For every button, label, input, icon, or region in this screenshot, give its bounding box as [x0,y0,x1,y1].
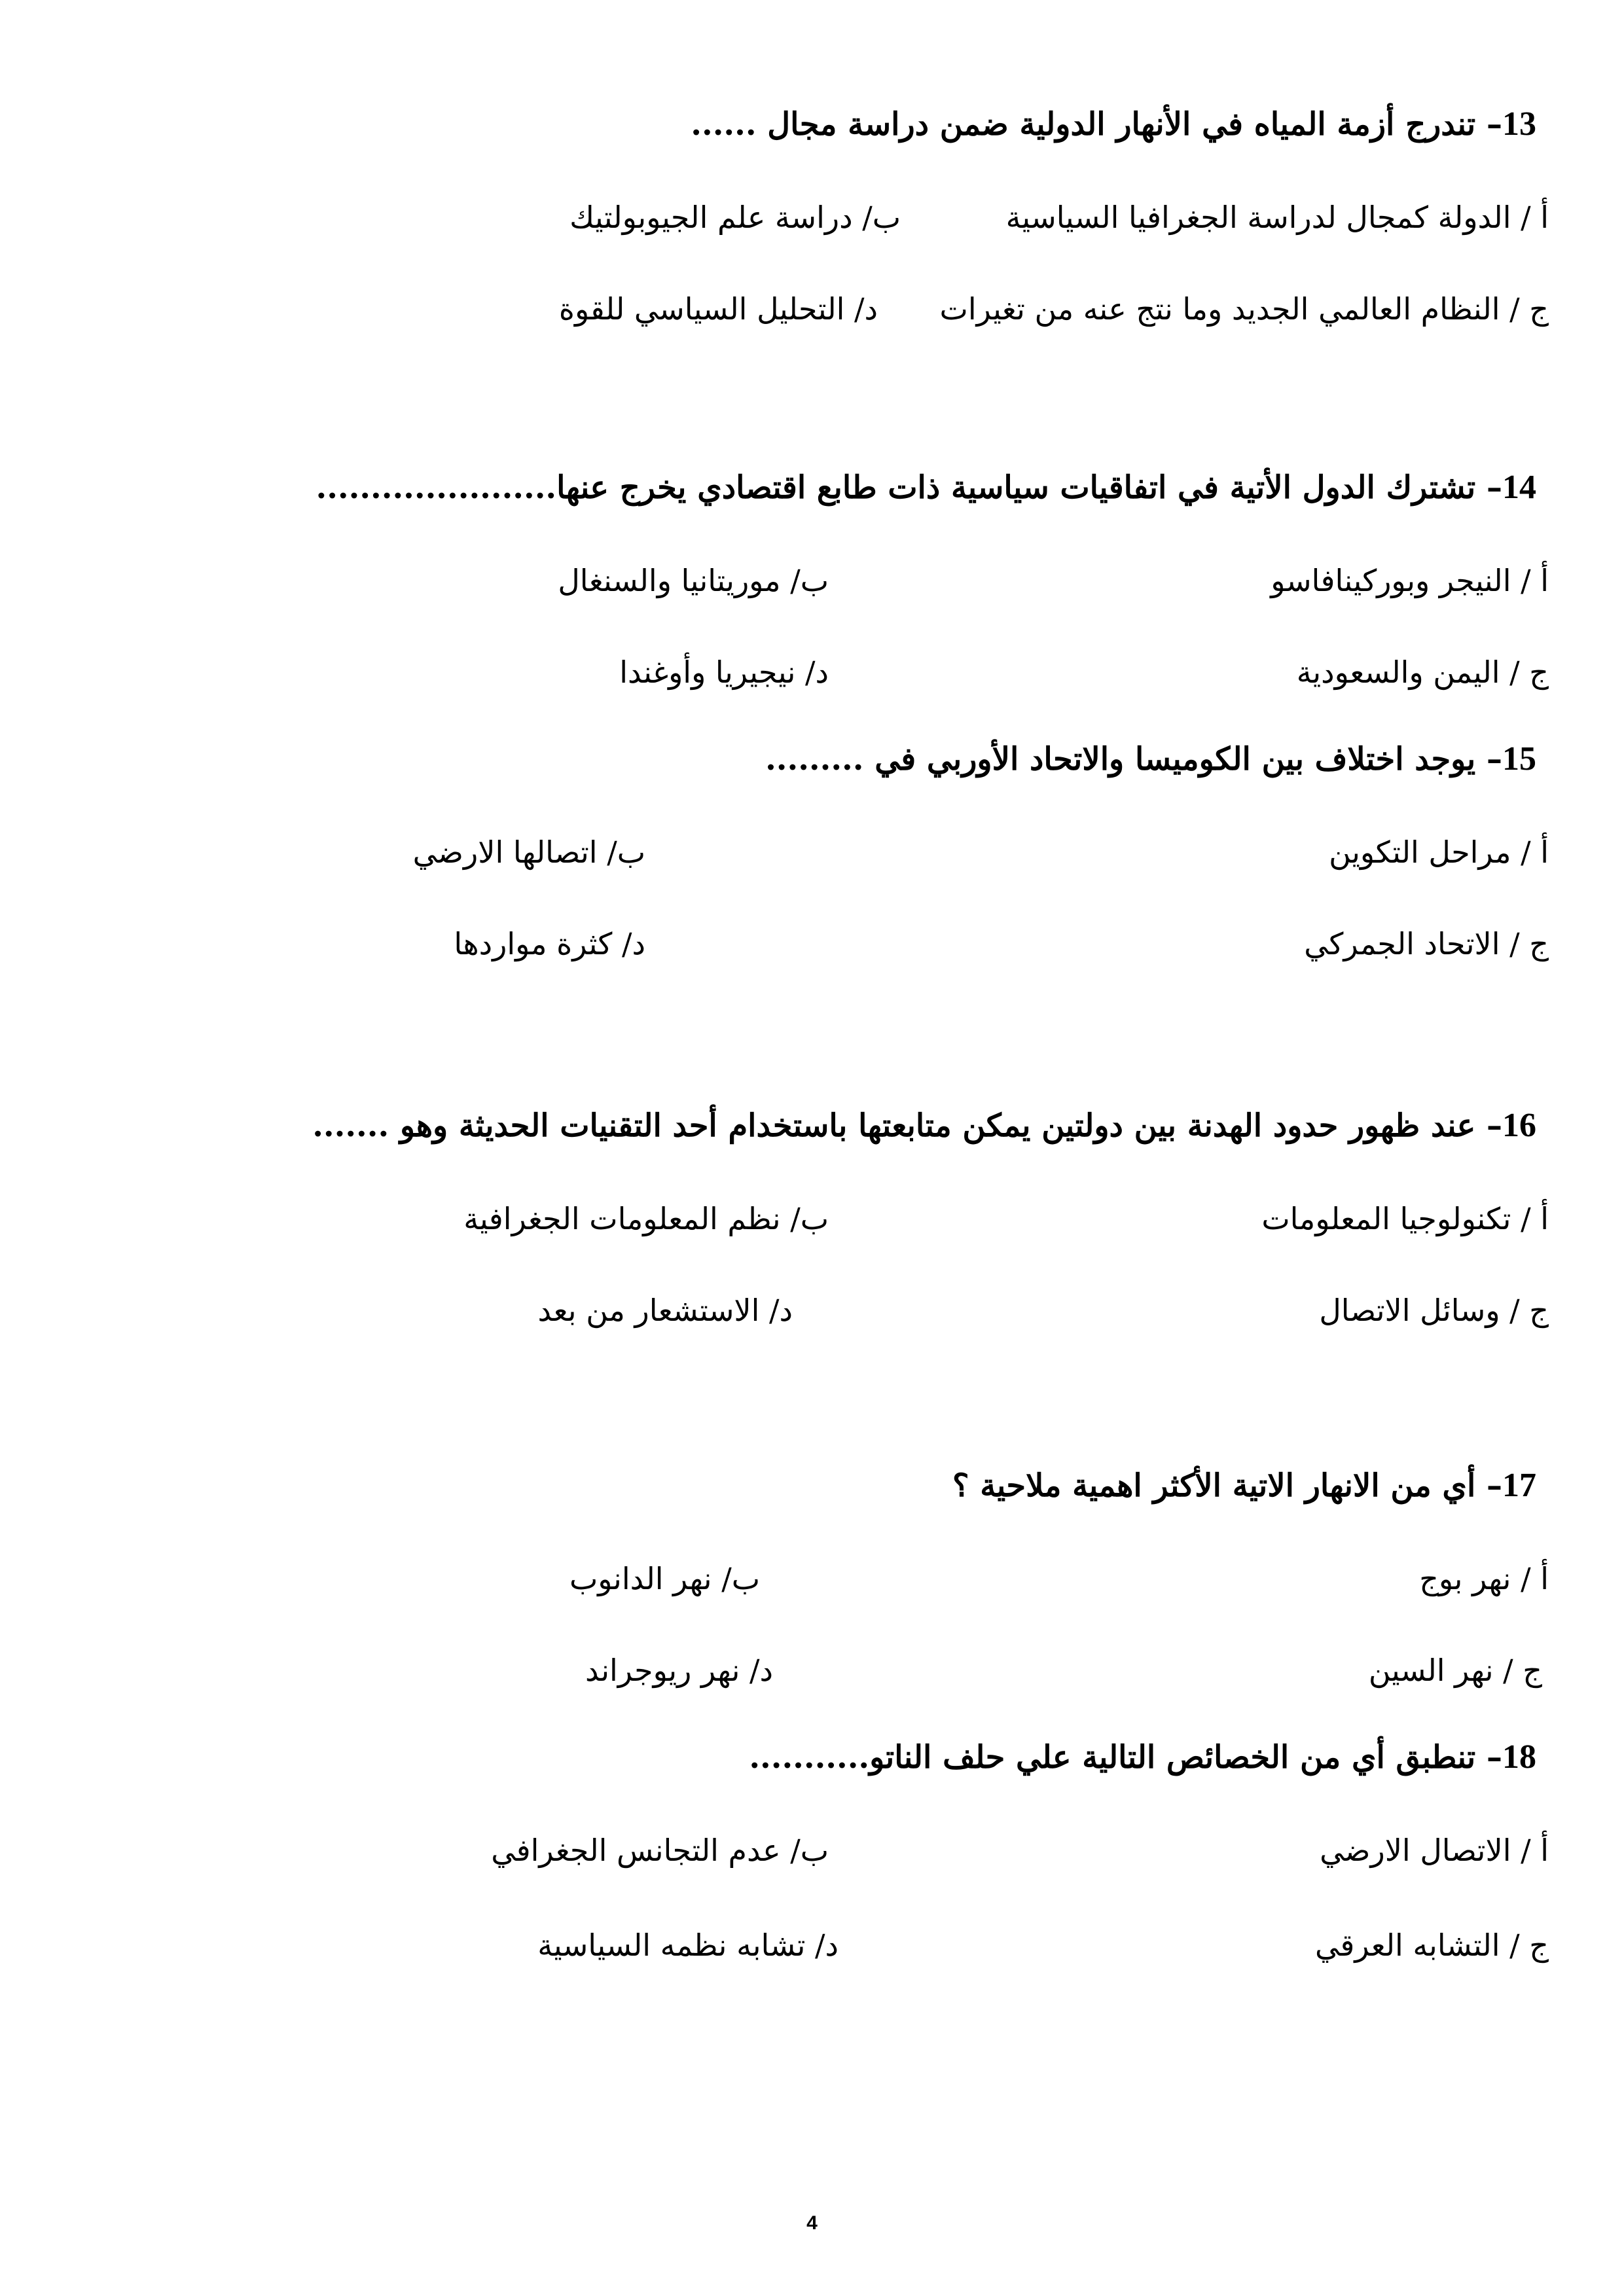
question-18 [749,1738,1536,1776]
option-d: د/ نيجيريا وأوغندا [619,655,829,690]
option-c: ج / اليمن والسعودية [1296,655,1549,690]
question-number: 17 [1502,1467,1536,1504]
question-15 [765,740,1536,778]
option-a: أ / تكنولوجيا المعلومات [1261,1201,1549,1236]
question-text: – أي من الانهار الاتية الأكثر اهمية ملاحية ؟ [952,1467,1502,1504]
question-text: – تشترك الدول الأتية في اتفاقيات سياسية ذات طابع اقتصادي يخرج عنها...................... [316,469,1502,506]
option-d: د/ تشابه نظمه السياسية [537,1928,839,1963]
question-number: 18 [1502,1738,1536,1776]
question-number: 13 [1502,105,1536,143]
option-a: أ / نهر بوج [1419,1561,1549,1596]
option-b: ب/ اتصالها الارضي [412,834,645,870]
option-d: د/ الاستشعار من بعد [537,1293,793,1328]
question-14 [316,468,1536,507]
question-number: 15 [1502,740,1536,778]
option-b: ب/ دراسة علم الجيوبولتيك [569,200,901,235]
question-text: – عند ظهور حدود الهدنة بين دولتين يمكن متابعتها باستخدام أحد التقنيات الحديثة وهو ....... [312,1107,1502,1144]
question-text: – تنطبق أي من الخصائص التالية علي حلف الناتو........... [749,1739,1502,1776]
option-a: أ / الاتصال الارضي [1320,1833,1549,1868]
option-a: أ / الدولة كمجال لدراسة الجغرافيا السياسية [1005,200,1549,235]
option-c: ج / التشابه العرقي [1315,1928,1549,1963]
option-c: ج / الاتحاد الجمركي [1304,926,1549,961]
page-number: 4 [806,2212,818,2234]
option-c: ج / النظام العالمي الجديد وما نتج عنه من تغيرات [939,291,1549,327]
option-d: د/ نهر ريوجراند [585,1653,773,1688]
option-d: د/ كثرة مواردها [454,926,645,961]
question-13 [691,105,1536,143]
option-d: د/ التحليل السياسي للقوة [558,291,878,327]
question-number: 14 [1502,469,1536,506]
question-16 [312,1106,1536,1145]
question-text: – تندرج أزمة المياه في الأنهار الدولية ضمن دراسة مجال ...... [691,106,1502,143]
option-b: ب/ موريتانيا والسنغال [558,563,829,598]
option-b: ب/ نهر الدانوب [569,1561,760,1596]
option-c: ج / نهر السين [1368,1653,1542,1688]
question-number: 16 [1502,1107,1536,1144]
option-b: ب/ عدم التجانس الجغرافي [491,1833,829,1868]
option-b: ب/ نظم المعلومات الجغرافية [463,1201,829,1236]
option-a: أ / مراحل التكوين [1329,834,1549,870]
option-c: ج / وسائل الاتصال [1319,1293,1549,1328]
question-text: – يوجد اختلاف بين الكوميسا والاتحاد الأوربي في ......... [765,741,1502,778]
option-a: أ / النيجر وبوركينافاسو [1271,563,1549,598]
question-17 [952,1466,1536,1505]
